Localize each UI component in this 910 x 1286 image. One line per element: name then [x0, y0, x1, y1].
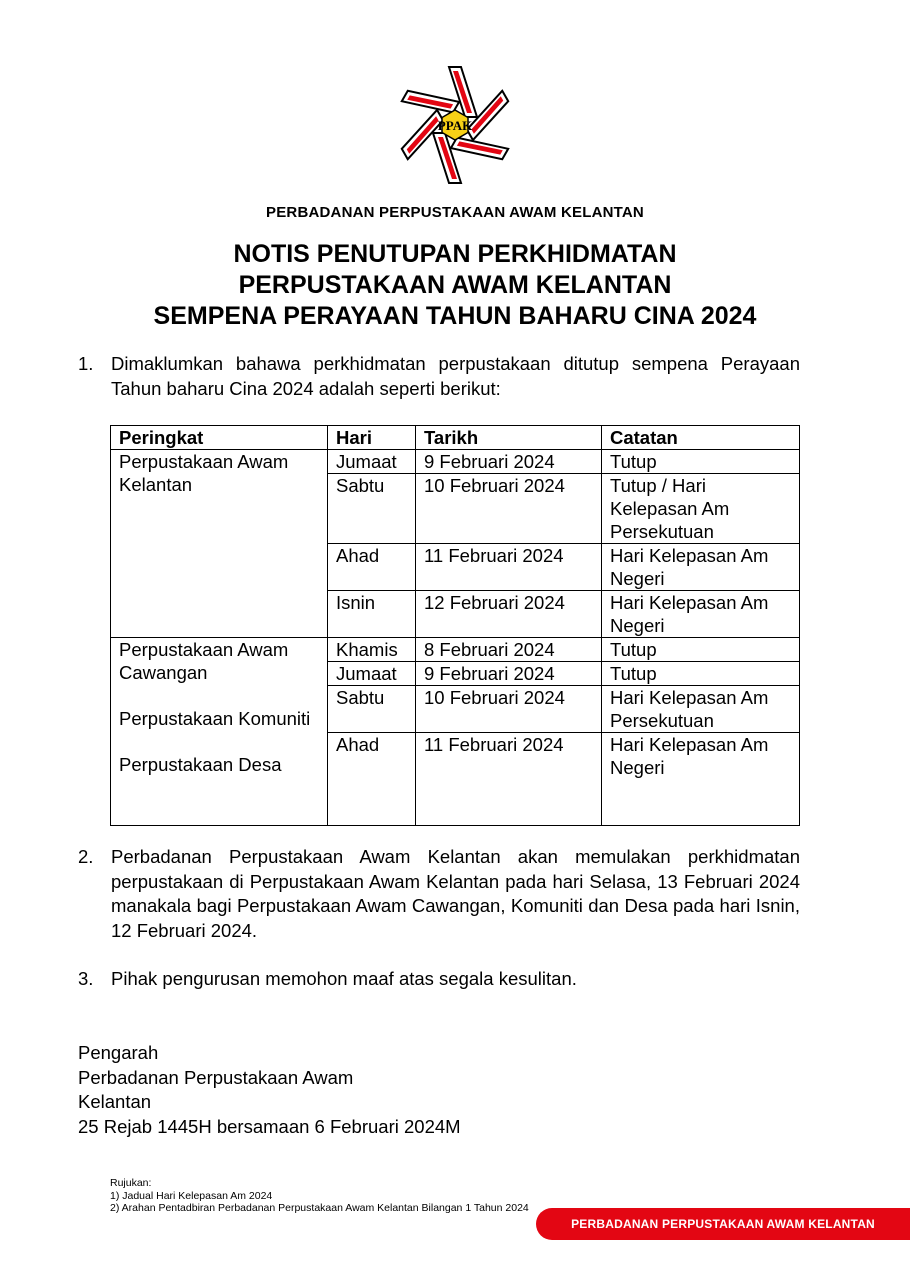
date-cell: 10 Februari 2024: [416, 686, 602, 733]
note-cell: Tutup / Hari Kelepasan Am Persekutuan: [602, 474, 800, 544]
reference-item: 1) Jadual Hari Kelepasan Am 2024: [110, 1189, 273, 1202]
paragraph-3: [78, 967, 800, 992]
footer-banner: PERBADANAN PERPUSTAKAAN AWAM KELANTAN: [536, 1208, 910, 1240]
header-tarikh: Tarikh: [416, 426, 602, 450]
day-cell: Jumaat: [328, 662, 416, 686]
paragraph-2: [78, 845, 800, 943]
header-hari: Hari: [328, 426, 416, 450]
day-cell: Sabtu: [328, 686, 416, 733]
paragraph-number: 2.: [78, 846, 94, 867]
header-peringkat: Peringkat: [111, 426, 328, 450]
organization-name: PERBADANAN PERPUSTAKAAN AWAM KELANTAN: [266, 204, 644, 221]
note-cell: Tutup: [602, 638, 800, 662]
table-row: [111, 638, 800, 662]
date-cell: 12 Februari 2024: [416, 591, 602, 638]
note-cell: Hari Kelepasan Am Persekutuan: [602, 686, 800, 733]
note-cell: Hari Kelepasan Am Negeri: [602, 544, 800, 591]
level-name: Perpustakaan Awam Cawangan: [119, 639, 289, 683]
paragraph-text: Dimaklumkan bahawa perkhidmatan perpustakaan ditutup sempena Perayaan Tahun baharu Cina 2024 adalah seperti berikut:: [111, 353, 800, 399]
level-name: Perpustakaan Komuniti: [119, 708, 311, 729]
signature-block: [78, 1041, 461, 1139]
paragraph-number: 3.: [78, 968, 94, 989]
note-cell: Tutup: [602, 450, 800, 474]
level-cell: [111, 450, 328, 638]
level-name: Perpustakaan Desa: [119, 754, 282, 775]
paragraph-text: Perbadanan Perpustakaan Awam Kelantan akan memulakan perkhidmatan perpustakaan di Perpustakaan Awam Kelantan pada hari Selasa, 13 Februari 2024 manakala bagi Perpustakaan Awam Cawangan, Komuniti dan Desa pada hari Isnin, 12 Februari 2024.: [111, 846, 800, 941]
ppak-logo: [392, 60, 518, 190]
signature-line: Perbadanan Perpustakaan Awam: [78, 1066, 354, 1088]
references-heading: Rujukan:: [110, 1177, 152, 1189]
level-cell: [111, 638, 328, 826]
title-line: PERPUSTAKAAN AWAM KELANTAN: [238, 271, 672, 299]
level-name: Perpustakaan Awam Kelantan: [119, 451, 289, 495]
date-cell: 11 Februari 2024: [416, 544, 602, 591]
date-cell: 11 Februari 2024: [416, 733, 602, 826]
closure-schedule-table: [110, 425, 800, 826]
notice-title: [0, 239, 910, 332]
paragraph-text: Pihak pengurusan memohon maaf atas segala kesulitan.: [111, 968, 577, 989]
day-cell: Ahad: [328, 733, 416, 826]
paragraph-number: 1.: [78, 353, 94, 374]
day-cell: Khamis: [328, 638, 416, 662]
title-line: SEMPENA PERAYAAN TAHUN BAHARU CINA 2024: [153, 302, 757, 330]
signature-date: 25 Rejab 1445H bersamaan 6 Februari 2024M: [78, 1115, 461, 1137]
note-cell: Tutup: [602, 662, 800, 686]
references: [110, 1177, 540, 1215]
day-cell: Jumaat: [328, 450, 416, 474]
day-cell: Ahad: [328, 544, 416, 591]
paragraph-1: [78, 352, 800, 401]
note-cell: Hari Kelepasan Am Negeri: [602, 591, 800, 638]
table-header-row: [111, 426, 800, 450]
signature-line: Pengarah: [78, 1042, 159, 1063]
date-cell: 9 Februari 2024: [416, 662, 602, 686]
table-row: [111, 450, 800, 474]
reference-item: 2) Arahan Pentadbiran Perbadanan Perpustakaan Awam Kelantan Bilangan 1 Tahun 2024: [110, 1202, 529, 1214]
ppak-logo-graphic: [392, 60, 518, 190]
header-catatan: Catatan: [602, 426, 800, 450]
date-cell: 10 Februari 2024: [416, 474, 602, 544]
date-cell: 9 Februari 2024: [416, 450, 602, 474]
signature-line: Kelantan: [78, 1091, 152, 1112]
logo-text: PPAK: [437, 118, 473, 133]
day-cell: Sabtu: [328, 474, 416, 544]
day-cell: Isnin: [328, 591, 416, 638]
note-cell: Hari Kelepasan Am Negeri: [602, 733, 800, 826]
date-cell: 8 Februari 2024: [416, 638, 602, 662]
title-line: NOTIS PENUTUPAN PERKHIDMATAN: [233, 240, 677, 268]
